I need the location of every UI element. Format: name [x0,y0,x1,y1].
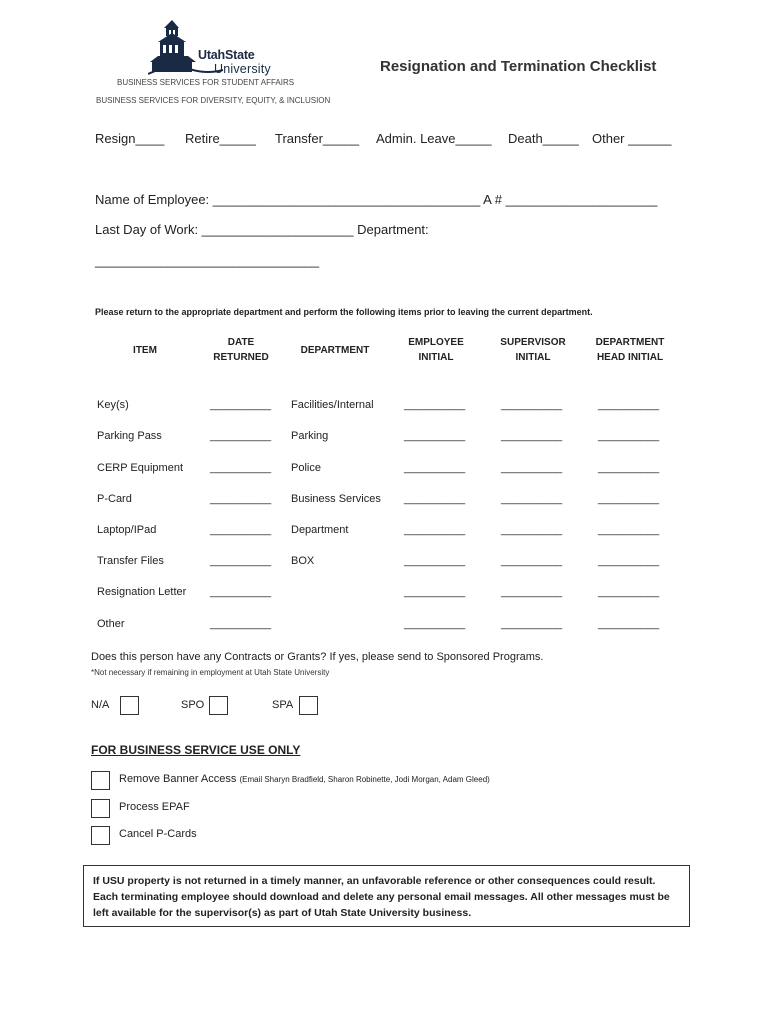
row-supervisor-initial[interactable]: __________ [501,586,563,598]
row-employee-initial[interactable]: __________ [404,493,466,505]
row-supervisor-initial[interactable]: __________ [501,399,563,411]
process-epaf-label: Process EPAF [119,801,190,813]
process-epaf-checkbox[interactable] [91,799,110,818]
remove-banner-label: Remove Banner Access (Email Sharyn Bradfield, Sharon Robinette, Jodi Morgan, Adam Gleed) [119,773,490,785]
row-item: Key(s) [97,399,129,411]
option-spo-label: SPO [181,699,205,711]
row-dept-head-initial[interactable]: __________ [598,618,660,630]
cancel-pcards-label: Cancel P-Cards [119,828,197,840]
row-item: P-Card [97,493,132,505]
col-header-dept-head-initial: DEPARTMENT HEAD INITIAL [595,337,665,363]
row-employee-initial[interactable]: __________ [404,399,466,411]
row-item: CERP Equipment [97,462,184,474]
type-admin-leave[interactable]: Admin. Leave_____ [376,131,492,146]
remove-banner-checkbox[interactable] [91,771,110,790]
row-supervisor-initial[interactable]: __________ [501,618,563,630]
type-retire[interactable]: Retire_____ [185,131,256,146]
row-employee-initial[interactable]: __________ [404,586,466,598]
row-dept-head-initial[interactable]: __________ [598,462,660,474]
col-header-employee-initial: EMPLOYEE INITIAL [408,337,464,363]
type-death[interactable]: Death_____ [508,131,579,146]
type-transfer[interactable]: Transfer_____ [275,131,360,146]
last-day-field[interactable]: Last Day of Work: _____________________ Department: [95,222,429,237]
row-supervisor-initial[interactable]: __________ [501,555,563,567]
row-department: BOX [291,555,315,567]
row-dept-head-initial[interactable]: __________ [598,586,660,598]
row-date-returned[interactable]: __________ [210,618,272,630]
row-dept-head-initial[interactable]: __________ [598,524,660,536]
employee-name-field[interactable]: Name of Employee: _____________________________________ A # _____________________ [95,192,658,207]
row-dept-head-initial[interactable]: __________ [598,430,660,442]
row-employee-initial[interactable]: __________ [404,524,466,536]
logo-wordmark-top: UtahState [198,48,255,62]
col-header-supervisor-initial: SUPERVISOR INITIAL [500,337,566,363]
row-item: Laptop/IPad [97,524,157,536]
row-date-returned[interactable]: __________ [210,462,272,474]
department-subtitle-1: BUSINESS SERVICES FOR STUDENT AFFAIRS [117,78,295,87]
row-date-returned[interactable]: __________ [210,524,272,536]
option-spo-checkbox[interactable] [209,696,228,715]
row-dept-head-initial[interactable]: __________ [598,555,660,567]
row-department: Parking [291,430,329,442]
department-field[interactable]: _______________________________ [95,253,320,268]
instructions: Please return to the appropriate department and perform the following items prior to leaving the current department. [95,307,593,317]
col-header-item: ITEM [133,345,157,356]
business-use-heading: FOR BUSINESS SERVICE USE ONLY [91,743,301,757]
row-department: Facilities/Internal [291,399,374,411]
row-employee-initial[interactable]: __________ [404,462,466,474]
row-dept-head-initial[interactable]: __________ [598,399,660,411]
col-header-department: DEPARTMENT [300,345,370,356]
option-na-label: N/A [91,699,110,711]
row-item: Resignation Letter [97,586,187,598]
logo-wordmark-bottom: University [214,62,271,76]
warning-notice: If USU property is not returned in a timely manner, an unfavorable reference or other consequences could result. Each terminating employee should download and delete any personal email messages. All other messages must be left available for the supervisor(s) as part of Utah State University business. [83,865,690,927]
row-date-returned[interactable]: __________ [210,430,272,442]
type-resign[interactable]: Resign____ [95,131,165,146]
row-supervisor-initial[interactable]: __________ [501,493,563,505]
remove-banner-note: (Email Sharyn Bradfield, Sharon Robinette, Jodi Morgan, Adam Gleed) [239,775,490,784]
row-supervisor-initial[interactable]: __________ [501,462,563,474]
row-dept-head-initial[interactable]: __________ [598,493,660,505]
row-date-returned[interactable]: __________ [210,555,272,567]
row-date-returned[interactable]: __________ [210,399,272,411]
row-employee-initial[interactable]: __________ [404,430,466,442]
option-spa-label: SPA [272,699,294,711]
row-supervisor-initial[interactable]: __________ [501,430,563,442]
row-item: Other [97,618,125,630]
row-supervisor-initial[interactable]: __________ [501,524,563,536]
option-spa-checkbox[interactable] [299,696,318,715]
row-date-returned[interactable]: __________ [210,586,272,598]
col-header-date: DATE RETURNED [213,337,269,363]
usu-logo [148,18,298,76]
row-employee-initial[interactable]: __________ [404,555,466,567]
option-na-checkbox[interactable] [120,696,139,715]
row-department: Business Services [291,493,381,505]
row-employee-initial[interactable]: __________ [404,618,466,630]
contracts-note: *Not necessary if remaining in employment at Utah State University [91,668,330,677]
cancel-pcards-checkbox[interactable] [91,826,110,845]
contracts-question: Does this person have any Contracts or Grants? If yes, please send to Sponsored Programs. [91,651,544,663]
row-department: Police [291,462,321,474]
department-subtitle-2: BUSINESS SERVICES FOR DIVERSITY, EQUITY, & INCLUSION [96,96,331,105]
type-other[interactable]: Other ______ [592,131,672,146]
row-item: Parking Pass [97,430,162,442]
row-department: Department [291,524,349,536]
row-date-returned[interactable]: __________ [210,493,272,505]
page-title: Resignation and Termination Checklist [380,58,657,75]
row-item: Transfer Files [97,555,164,567]
